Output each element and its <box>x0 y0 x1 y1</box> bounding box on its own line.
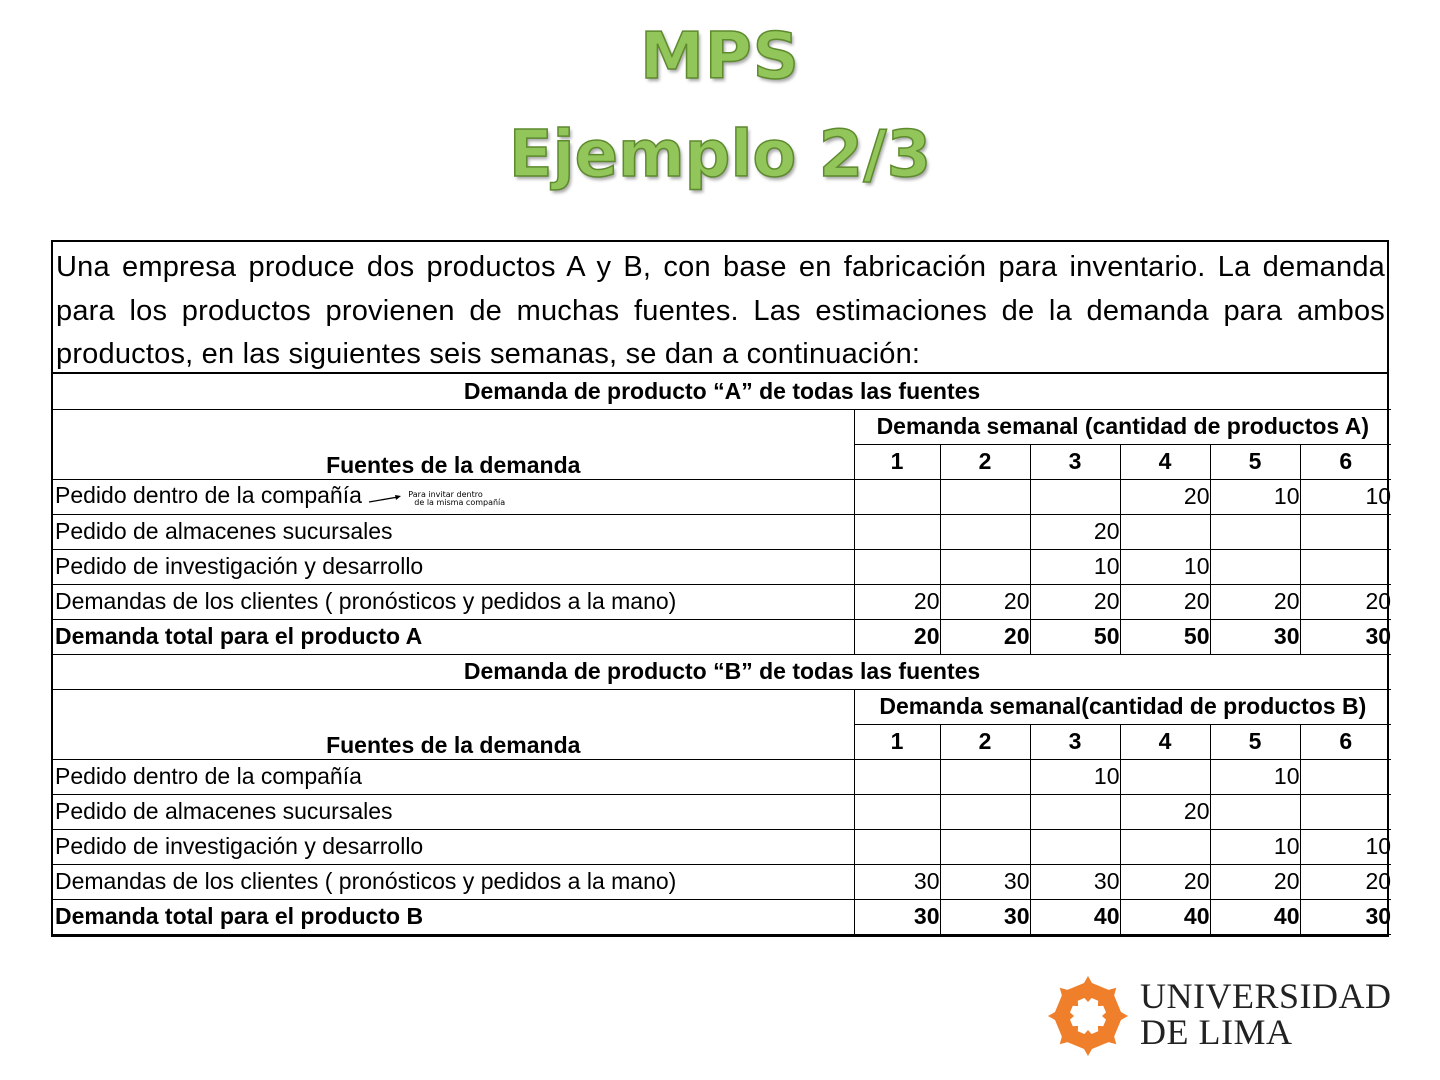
demand-value <box>1300 514 1391 549</box>
demand-value <box>854 549 940 584</box>
week-header-1: 1 <box>854 724 940 759</box>
weekly-demand-header: Demanda semanal(cantidad de productos B) <box>854 689 1391 724</box>
demand-value: 10 <box>1120 549 1210 584</box>
demand-value <box>1300 794 1391 829</box>
week-header-2: 2 <box>940 444 1030 479</box>
table-row <box>53 759 1391 794</box>
demand-value: 20 <box>1120 794 1210 829</box>
total-value: 30 <box>1210 619 1300 654</box>
total-row <box>53 899 1391 934</box>
week-header-3: 3 <box>1030 444 1120 479</box>
demand-value <box>940 549 1030 584</box>
demand-value <box>940 794 1030 829</box>
total-label: Demanda total para el producto A <box>53 619 854 654</box>
sources-header: Fuentes de la demanda <box>53 409 854 479</box>
week-header-5: 5 <box>1210 444 1300 479</box>
demand-value: 20 <box>1120 584 1210 619</box>
table-row <box>53 479 1391 514</box>
section-title: Demanda de producto “B” de todas las fuentes <box>53 654 1391 689</box>
logo-text-line2: DE LIMA <box>1140 1012 1293 1052</box>
handwritten-annotation <box>368 484 505 511</box>
total-label: Demanda total para el producto B <box>53 899 854 934</box>
demand-value <box>854 794 940 829</box>
demand-value <box>940 479 1030 514</box>
total-value: 20 <box>854 619 940 654</box>
demand-value: 20 <box>1030 584 1120 619</box>
demand-value: 20 <box>1120 479 1210 514</box>
section-title: Demanda de producto “A” de todas las fuentes <box>53 374 1391 409</box>
week-header-6: 6 <box>1300 724 1391 759</box>
demand-source: Pedido de investigación y desarrollo <box>55 553 424 579</box>
total-value: 30 <box>1300 619 1391 654</box>
demand-source: Pedido de almacenes sucursales <box>55 798 393 824</box>
demand-value <box>1210 794 1300 829</box>
total-row <box>53 619 1391 654</box>
demand-value <box>1120 829 1210 864</box>
demand-value <box>854 759 940 794</box>
week-header-5: 5 <box>1210 724 1300 759</box>
annotation-line2: de la misma compañía <box>414 497 506 507</box>
demand-value <box>854 829 940 864</box>
table-row <box>53 584 1391 619</box>
demand-source: Pedido dentro de la compañía <box>55 482 362 509</box>
demand-source: Demandas de los clientes ( pronósticos y pedidos a la mano) <box>55 588 677 614</box>
demand-value <box>1210 549 1300 584</box>
table-row <box>53 794 1391 829</box>
table-row <box>53 829 1391 864</box>
university-logo <box>1046 972 1391 1062</box>
total-value: 30 <box>940 899 1030 934</box>
demand-value: 20 <box>940 584 1030 619</box>
demand-value: 20 <box>1120 864 1210 899</box>
demand-value <box>854 479 940 514</box>
total-value: 30 <box>1300 899 1391 934</box>
demand-value <box>1300 759 1391 794</box>
total-value: 20 <box>940 619 1030 654</box>
demand-table <box>53 374 1391 935</box>
weekly-demand-header: Demanda semanal (cantidad de productos A) <box>854 409 1391 444</box>
content-panel <box>51 240 1392 937</box>
demand-value <box>940 759 1030 794</box>
week-header-2: 2 <box>940 724 1030 759</box>
demand-value <box>1120 759 1210 794</box>
table-row <box>53 864 1391 899</box>
demand-value <box>940 514 1030 549</box>
week-header-4: 4 <box>1120 444 1210 479</box>
demand-source: Pedido de investigación y desarrollo <box>55 833 424 859</box>
demand-value: 20 <box>1210 864 1300 899</box>
total-value: 50 <box>1120 619 1210 654</box>
annotation-line1: Para invitar dentro <box>408 489 483 499</box>
demand-value <box>1210 514 1300 549</box>
demand-value: 30 <box>854 864 940 899</box>
demand-value: 20 <box>1300 584 1391 619</box>
sources-header: Fuentes de la demanda <box>53 689 854 759</box>
demand-value <box>1030 794 1120 829</box>
table-row <box>53 549 1391 584</box>
logo-text-line1: UNIVERSIDAD <box>1140 976 1392 1016</box>
week-header-6: 6 <box>1300 444 1391 479</box>
demand-value <box>854 514 940 549</box>
demand-value: 30 <box>1030 864 1120 899</box>
demand-value: 10 <box>1300 829 1391 864</box>
table-row <box>53 514 1391 549</box>
total-value: 50 <box>1030 619 1120 654</box>
demand-value <box>1120 514 1210 549</box>
slide-title: MPS <box>640 20 800 94</box>
demand-value <box>1030 829 1120 864</box>
demand-value <box>1300 549 1391 584</box>
intro-paragraph: Una empresa produce dos productos A y B, con base en fabricación para inventario. La demanda para los productos provienen de muchas fuentes. Las estimaciones de la demanda para ambos productos, en las siguientes seis semanas, se dan a continuación: <box>53 242 1387 374</box>
demand-value <box>1030 479 1120 514</box>
arrow-icon <box>368 493 402 505</box>
demand-value: 10 <box>1210 759 1300 794</box>
demand-source: Pedido dentro de la compañía <box>55 763 362 789</box>
demand-value: 10 <box>1210 829 1300 864</box>
demand-value: 20 <box>1300 864 1391 899</box>
demand-value: 20 <box>1210 584 1300 619</box>
demand-value: 30 <box>940 864 1030 899</box>
slide-subtitle: Ejemplo 2/3 <box>508 118 932 192</box>
demand-value: 20 <box>854 584 940 619</box>
total-value: 40 <box>1120 899 1210 934</box>
total-value: 40 <box>1210 899 1300 934</box>
demand-source: Demandas de los clientes ( pronósticos y pedidos a la mano) <box>55 868 677 894</box>
demand-value: 20 <box>1030 514 1120 549</box>
demand-value <box>940 829 1030 864</box>
total-value: 40 <box>1030 899 1120 934</box>
demand-value: 10 <box>1210 479 1300 514</box>
week-header-4: 4 <box>1120 724 1210 759</box>
star-flower-logo-icon <box>1046 974 1130 1058</box>
demand-value: 10 <box>1030 759 1120 794</box>
total-value: 30 <box>854 899 940 934</box>
demand-source: Pedido de almacenes sucursales <box>55 518 393 544</box>
week-header-1: 1 <box>854 444 940 479</box>
demand-value: 10 <box>1300 479 1391 514</box>
week-header-3: 3 <box>1030 724 1120 759</box>
demand-value: 10 <box>1030 549 1120 584</box>
